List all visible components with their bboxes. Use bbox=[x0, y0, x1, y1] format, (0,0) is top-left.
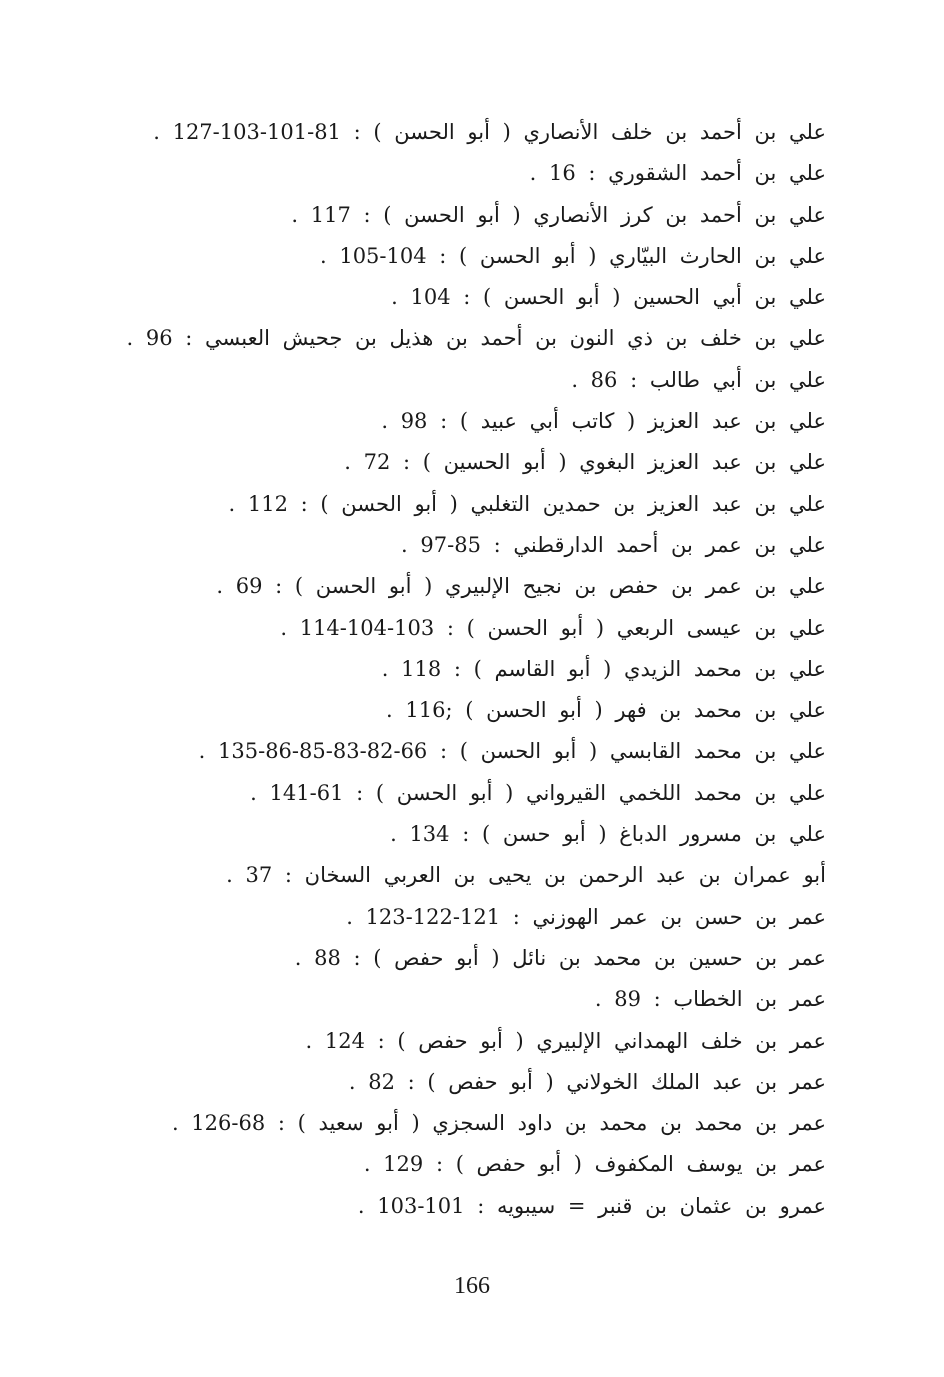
index-entry: عمر بن يوسف المكفوف ( أبو حفص ) : 129 . bbox=[363, 1152, 826, 1177]
index-entry: عمر بن عبد الملك الخولاني ( أبو حفص ) : 82 . bbox=[348, 1069, 826, 1094]
index-entry: علي بن أحمد الشقوري : 16 . bbox=[529, 161, 826, 186]
index-entry: علي بن عبد العزيز ( كاتب أبي عبيد ) : 98 . bbox=[381, 409, 826, 434]
index-entry: علي بن عبد العزيز البغوي ( أبو الحسين ) : 72 . bbox=[344, 450, 826, 475]
index-entry: علي بن أبي الحسين ( أبو الحسن ) : 104 . bbox=[391, 285, 826, 310]
index-entry: عمر بن خلف الهمداني الإلبيري ( أبو حفص ) : 124 . bbox=[305, 1028, 826, 1053]
index-entry: أبو عمران بن عبد الرحمن بن يحيى بن العربي السخان : 37 . bbox=[226, 863, 826, 888]
index-entry: عمر بن محمد بن محمد بن داود السجزي ( أبو سعيد ) : 68-126 . bbox=[171, 1111, 826, 1136]
index-entry: علي بن محمد القابسي ( أبو الحسن ) : 66-82-83-85-86-135 . bbox=[198, 739, 826, 764]
index-entry: عمر بن حسين بن محمد بن نائل ( أبو حفص ) : 88 . bbox=[294, 945, 826, 970]
index-entry: عمر بن حسن بن عمر الهوزني : 121-122-123 . bbox=[346, 904, 826, 929]
page-number: 166 bbox=[454, 1273, 490, 1299]
index-entry: علي بن عمر بن حفص بن نجيح الإلبيري ( أبو الحسن ) : 69 . bbox=[216, 574, 826, 599]
index-entry: علي بن محمد اللخمي القيرواني ( أبو الحسن ) : 61-141 . bbox=[250, 780, 826, 805]
index-entry: علي بن عمر بن أحمد الدارقطني : 85-97 . bbox=[401, 532, 826, 557]
index-entry: علي بن أبي طالب : 86 . bbox=[571, 367, 826, 392]
index-entry: علي بن محمد الزيدي ( أبو القاسم ) : 118 . bbox=[381, 656, 826, 681]
index-entry: عمرو بن عثمان بن قنبر = سيبويه : 101-103 . bbox=[357, 1193, 826, 1218]
index-entry: علي بن عبد العزيز بن حمدين التغلبي ( أبو الحسن ) : 112 . bbox=[228, 491, 826, 516]
index-list bbox=[106, 112, 826, 1227]
index-entry: علي بن مسرور الدباغ ( أبو حسن ) : 134 . bbox=[390, 822, 826, 847]
index-entry: علي بن أحمد بن كرز الأنصاري ( أبو الحسن ) : 117 . bbox=[291, 202, 826, 227]
index-entry: علي بن الحارث البيّاري ( أبو الحسن ) : 104-105 . bbox=[319, 243, 826, 268]
index-entry: علي بن أحمد بن خلف الأنصاري ( أبو الحسن ) : 81-101-103-127 . bbox=[153, 120, 826, 144]
index-entry: عمر بن الخطاب : 89 . bbox=[594, 987, 826, 1012]
index-entry: علي بن محمد بن فهر ( أبو الحسن ) ;116 . bbox=[386, 698, 826, 723]
index-entry: علي بن خلف بن ذي النون بن أحمد بن هذيل بن جحيش العبسي : 96 . bbox=[126, 326, 826, 351]
index-entry: علي بن عيسى الربعي ( أبو الحسن ) : 103-104-114 . bbox=[280, 615, 826, 640]
